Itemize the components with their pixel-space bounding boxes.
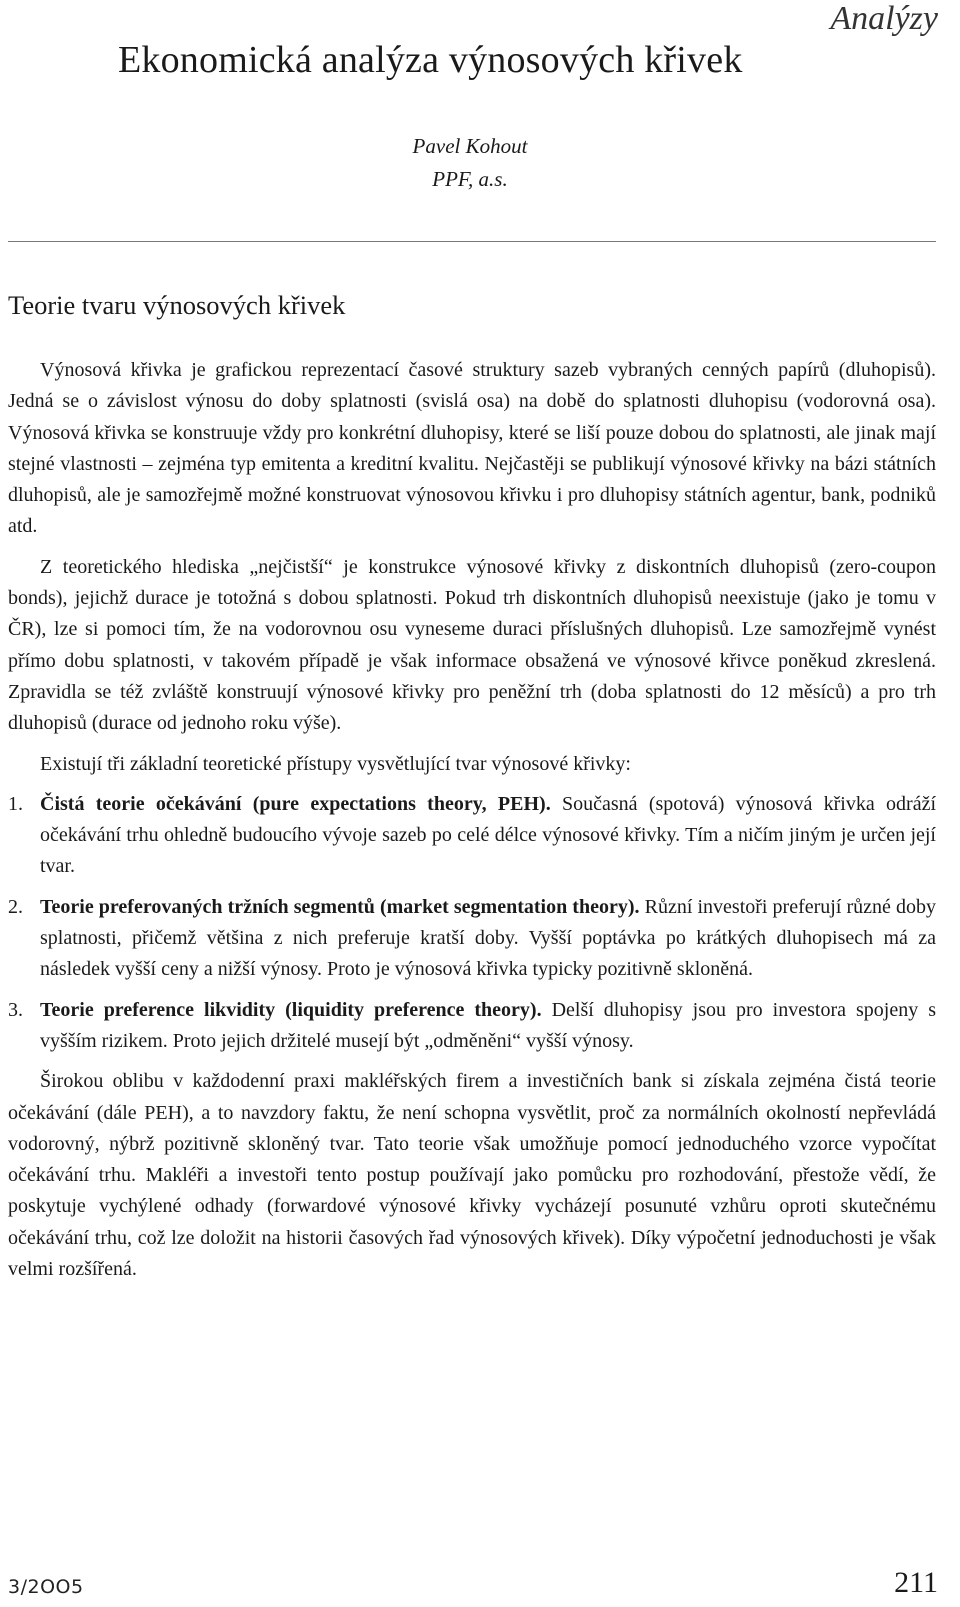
- paragraph: Existují tři základní teoretické přístupy vysvětlující tvar výnosové křivky:: [40, 752, 631, 775]
- list-item: [8, 995, 936, 1058]
- header-divider: [8, 241, 936, 242]
- list-item-heading: Čistá teorie očekávání (pure expectations theory, PEH).: [40, 792, 551, 815]
- list-item-heading: Teorie preference likvidity (liquidity preference theory).: [40, 998, 542, 1021]
- article-body: [8, 355, 936, 1285]
- author-name: Pavel Kohout: [412, 134, 528, 158]
- paragraph: Výnosová křivka je grafickou reprezentací časové struktury sazeb vybraných cenných papírů (dluhopisů). Jedná se o závislost výnosu do doby splatnosti (svislá osa) na době do splatnosti dluhopisu (vodorovná osa). Výnosová křivka se konstruuje vždy pro konkrétní dluhopisy, které se liší pouze dobou do splatnosti, ale jinak mají stejné vlastnosti – zejména typ emitenta a kreditní kvalitu. Nejčastěji se publikují výnosové křivky na bázi státních dluhopisů, ale je samozřejmě možné konstruovat výnosovou křivku i pro dluhopisy státních agentur, bank, podniků atd.: [8, 359, 936, 538]
- issue-number: 3/2OO5: [8, 1576, 84, 1598]
- list-item-text: Delší dluhopisy jsou pro investora spojeny s vyšším rizikem. Proto jejich držitelé musejí být „odměněni“ vyšší výnosy.: [40, 998, 936, 1052]
- section-heading: Teorie tvaru výnosových křivek: [8, 290, 346, 320]
- author-affiliation: PPF, a.s.: [432, 167, 508, 191]
- paragraph: Širokou oblibu v každodenní praxi makléřských firem a investičních bank si získala zejména čistá teorie očekávání (dále PEH), a to navzdory faktu, že není schopna vysvětlit, proč za normálních okolností nepřevládá vodorovný, nýbrž pozitivně skloněný tvar. Tato teorie však umožňuje pomocí jednoduchého vzorce vypočítat očekávání trhu. Makléři a investoři tento postup používají jako pomůcku pro rozhodování, přestože vědí, že poskytuje vychýlené odhady (forwardové výnosové křivky vycházejí posunuté vzhůru oproti skutečnému očekávání trhu, což lze doložit na historii časových řad výnosových křivek). Díky výpočetní jednoduchosti je však velmi rozšířená.: [8, 1070, 936, 1281]
- section-label: Analýzy: [830, 0, 938, 37]
- paragraph: Z teoretického hlediska „nejčistší“ je konstrukce výnosové křivky z diskontních dluhopisů (zero-coupon bonds), jejichž durace je totožná s dobou splatnosti. Pokud trh diskontních dluhopisů neexistuje (jako je tomu v ČR), lze si pomoci tím, že na vodorovnou osu vyneseme duraci příslušných dluhopisů. Lze samozřejmě vynést přímo dobu splatnosti, v takovém případě je však informace obsažená ve výnosové křivce poněkud zkreslená. Zpravidla se též zvláště konstruují výnosové křivky pro peněžní trh (doba splatnosti do 12 měsíců) a pro trh dluhopisů (durace od jednoho roku výše).: [8, 555, 936, 735]
- article-title: Ekonomická analýza výnosových křivek: [118, 39, 743, 81]
- list-item: [8, 892, 936, 986]
- author-block: [0, 130, 940, 196]
- list-number: 3.: [8, 998, 23, 1021]
- list-number: 2.: [8, 895, 23, 918]
- list-item: [8, 789, 936, 883]
- list-item-text: Současná (spotová) výnosová křivka odráží očekávání trhu ohledně budoucího vývoje sazeb po celé délce výnosové křivky. Tím a ničím jiným je určen její tvar.: [40, 792, 937, 878]
- list-number: 1.: [8, 792, 23, 815]
- list-item-text: Různí investoři preferují různé doby splatnosti, přičemž většina z nich preferuje kratší doby. Vyšší poptávka po krátkých dluhopisech má za následek vyšší ceny a nižší výnosy. Proto je výnosová křivka typicky pozitivně skloněná.: [40, 895, 936, 981]
- page-number: 211: [894, 1566, 938, 1599]
- list-item-heading: Teorie preferovaných tržních segmentů (market segmentation theory).: [40, 895, 640, 918]
